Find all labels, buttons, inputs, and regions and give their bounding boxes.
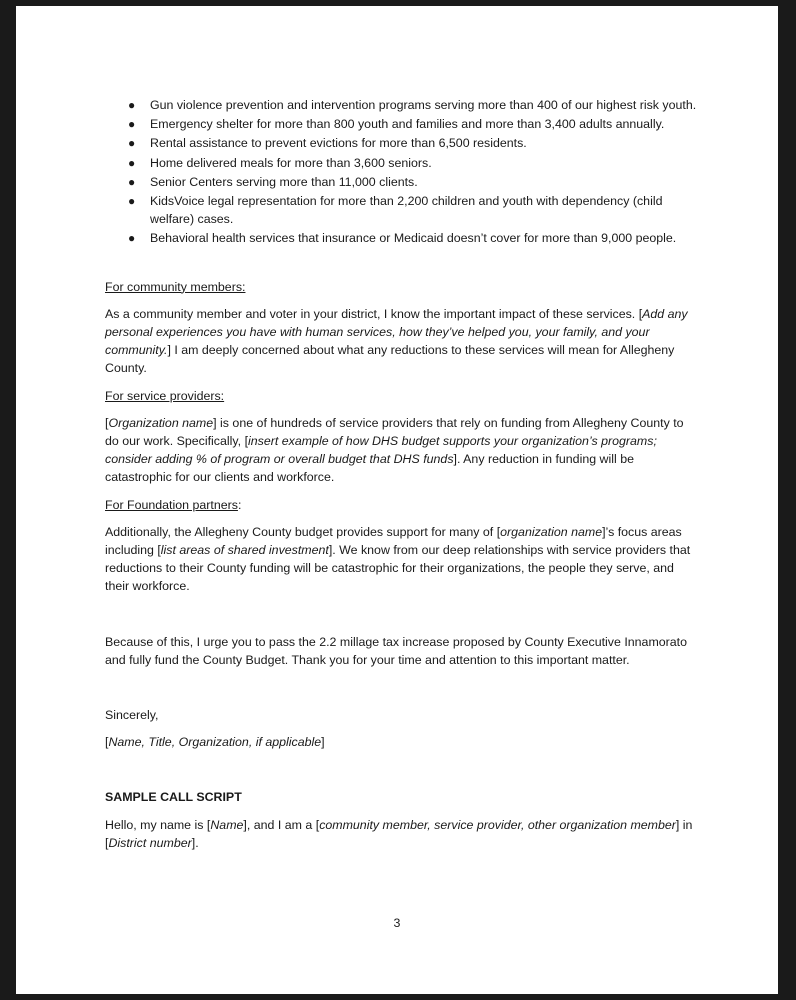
list-item: ● Rental assistance to prevent evictions for more than 6,500 residents.: [150, 134, 700, 152]
bullet-icon: ●: [128, 155, 136, 170]
services-list: [105, 96, 700, 248]
page-content: [105, 96, 700, 852]
bullet-icon: ●: [128, 136, 136, 151]
bullet-icon: ●: [128, 231, 136, 246]
providers-heading: For service providers:: [105, 388, 225, 403]
bullet-icon: ●: [128, 174, 136, 189]
providers-paragraph: [Organization name] is one of hundreds of service providers that rely on funding from Allegheny County to do our work. Specifically, [insert example of how DHS budget supports your organization’s programs; consider adding % of program or overall budget that DHS funds]. Any reduction in funding will be catastrophic for our clients and workforce.: [105, 415, 684, 485]
call-script-paragraph: Hello, my name is [Name], and I am a [community member, service provider, other organization member] in [District number].: [105, 817, 693, 850]
signoff: Sincerely,: [105, 708, 159, 723]
foundation-heading: For Foundation partners:: [105, 497, 242, 512]
list-item: ● KidsVoice legal representation for more than 2,200 children and youth with dependency (child welfare) cases.: [128, 194, 663, 227]
list-item: ● Senior Centers serving more than 11,000 clients.: [150, 173, 700, 191]
list-item: ● Emergency shelter for more than 800 youth and families and more than 3,400 adults annually.: [150, 115, 700, 133]
bullet-icon: ●: [128, 194, 136, 209]
list-item: ● Behavioral health services that insurance or Medicaid doesn’t cover for more than 9,000 people.: [150, 229, 700, 247]
document-page: [16, 6, 778, 994]
community-paragraph: As a community member and voter in your district, I know the important impact of these services. [Add any personal experiences you have with human services, how they’ve helped you, your family, and your community.] I am deeply concerned about what any reductions to these services will mean for Allegheny County.: [105, 306, 688, 376]
list-item: ● Home delivered meals for more than 3,600 seniors.: [150, 154, 700, 172]
signature-placeholder: [Name, Title, Organization, if applicable]: [105, 735, 325, 750]
page-number: 3: [393, 916, 401, 930]
bullet-icon: ●: [128, 98, 136, 112]
call-script-heading: SAMPLE CALL SCRIPT: [105, 790, 242, 805]
community-heading: For community members:: [105, 279, 246, 294]
closing-paragraph: Because of this, I urge you to pass the 2.2 millage tax increase proposed by County Executive Innamorato and fully fund the County Budget. Thank you for your time and attention to this important matter.: [105, 634, 688, 667]
list-item: ● Gun violence prevention and intervention programs serving more than 400 of our highest risk youth.: [150, 96, 700, 114]
bullet-icon: ●: [128, 117, 136, 132]
foundation-paragraph: Additionally, the Allegheny County budget provides support for many of [organization name]’s focus areas including [list areas of shared investment]. We know from our deep relationships with service providers that reductions to their County funding will be catastrophic for their organizations, the people they serve, and their workforce.: [105, 524, 691, 594]
